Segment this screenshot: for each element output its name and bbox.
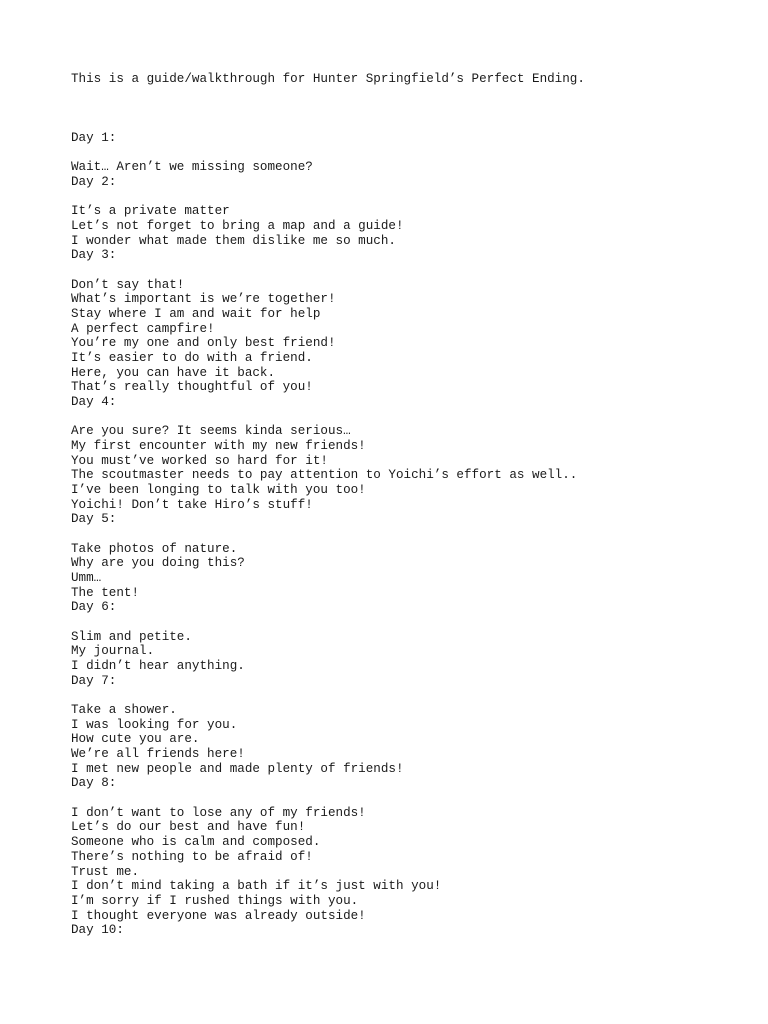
day-heading: Day 1: <box>71 131 117 145</box>
day-heading: Day 10: <box>71 923 124 938</box>
choice-line: Umm… <box>71 571 102 586</box>
choice-line: How cute you are. <box>71 732 200 747</box>
document-page <box>71 0 768 1024</box>
day-heading: Day 3: <box>71 248 117 263</box>
choice-line: Slim and petite. <box>71 629 192 644</box>
choice-line: My journal. <box>71 644 155 659</box>
choice-line: That’s really thoughtful of you! <box>71 380 313 395</box>
choice-line: I don’t want to lose any of my friends! <box>71 805 366 820</box>
choice-line: It’s a private matter <box>71 204 230 219</box>
choice-line: I don’t mind taking a bath if it’s just with you! <box>71 879 442 894</box>
choice-line: Wait… Aren’t we missing someone? <box>71 160 313 175</box>
choice-line: I didn’t hear anything. <box>71 659 245 674</box>
choice-line: You’re my one and only best friend! <box>71 336 336 351</box>
choice-line: I’m sorry if I rushed things with you. <box>71 893 359 908</box>
choice-line: Trust me. <box>71 864 140 879</box>
intro-text: This is a guide/walkthrough for Hunter Springfield’s Perfect Ending. <box>71 72 585 86</box>
choice-line: I was looking for you. <box>71 717 238 732</box>
choice-line: It’s easier to do with a friend. <box>71 351 313 366</box>
choice-line: Take a shower. <box>71 703 177 718</box>
day-heading: Day 6: <box>71 600 117 615</box>
choice-line: There’s nothing to be afraid of! <box>71 849 313 864</box>
choice-line: Don’t say that! <box>71 277 185 292</box>
choice-line: We’re all friends here! <box>71 747 245 762</box>
choice-line: Take photos of nature. <box>71 541 238 556</box>
choice-line: Someone who is calm and composed. <box>71 835 321 850</box>
choice-line: The tent! <box>71 585 140 600</box>
day-heading: Day 7: <box>71 673 117 688</box>
choice-line: You must’ve worked so hard for it! <box>71 453 328 468</box>
choice-line: I thought everyone was already outside! <box>71 908 366 923</box>
choice-line: Let’s do our best and have fun! <box>71 820 306 835</box>
choice-line: My first encounter with my new friends! <box>71 439 366 454</box>
day-heading: Day 2: <box>71 175 117 189</box>
choice-line: The scoutmaster needs to pay attention to Yoichi’s effort as well.. <box>71 468 578 483</box>
choice-line: I’ve been longing to talk with you too! <box>71 483 366 498</box>
choice-line: Stay where I am and wait for help <box>71 307 321 322</box>
choice-line: What’s important is we’re together! <box>71 292 336 307</box>
choice-line: I met new people and made plenty of friends! <box>71 761 404 776</box>
day-heading: Day 5: <box>71 512 117 527</box>
choice-line: A perfect campfire! <box>71 321 215 336</box>
choice-line: Are you sure? It seems kinda serious… <box>71 424 351 439</box>
choice-line: Yoichi! Don’t take Hiro’s stuff! <box>71 497 313 512</box>
day-heading: Day 8: <box>71 776 117 791</box>
choice-line: Here, you can have it back. <box>71 365 276 380</box>
choice-line: I wonder what made them dislike me so much. <box>71 233 396 248</box>
choice-line: Why are you doing this? <box>71 556 245 571</box>
choice-line: Let’s not forget to bring a map and a guide! <box>71 219 404 234</box>
day-heading: Day 4: <box>71 395 117 410</box>
